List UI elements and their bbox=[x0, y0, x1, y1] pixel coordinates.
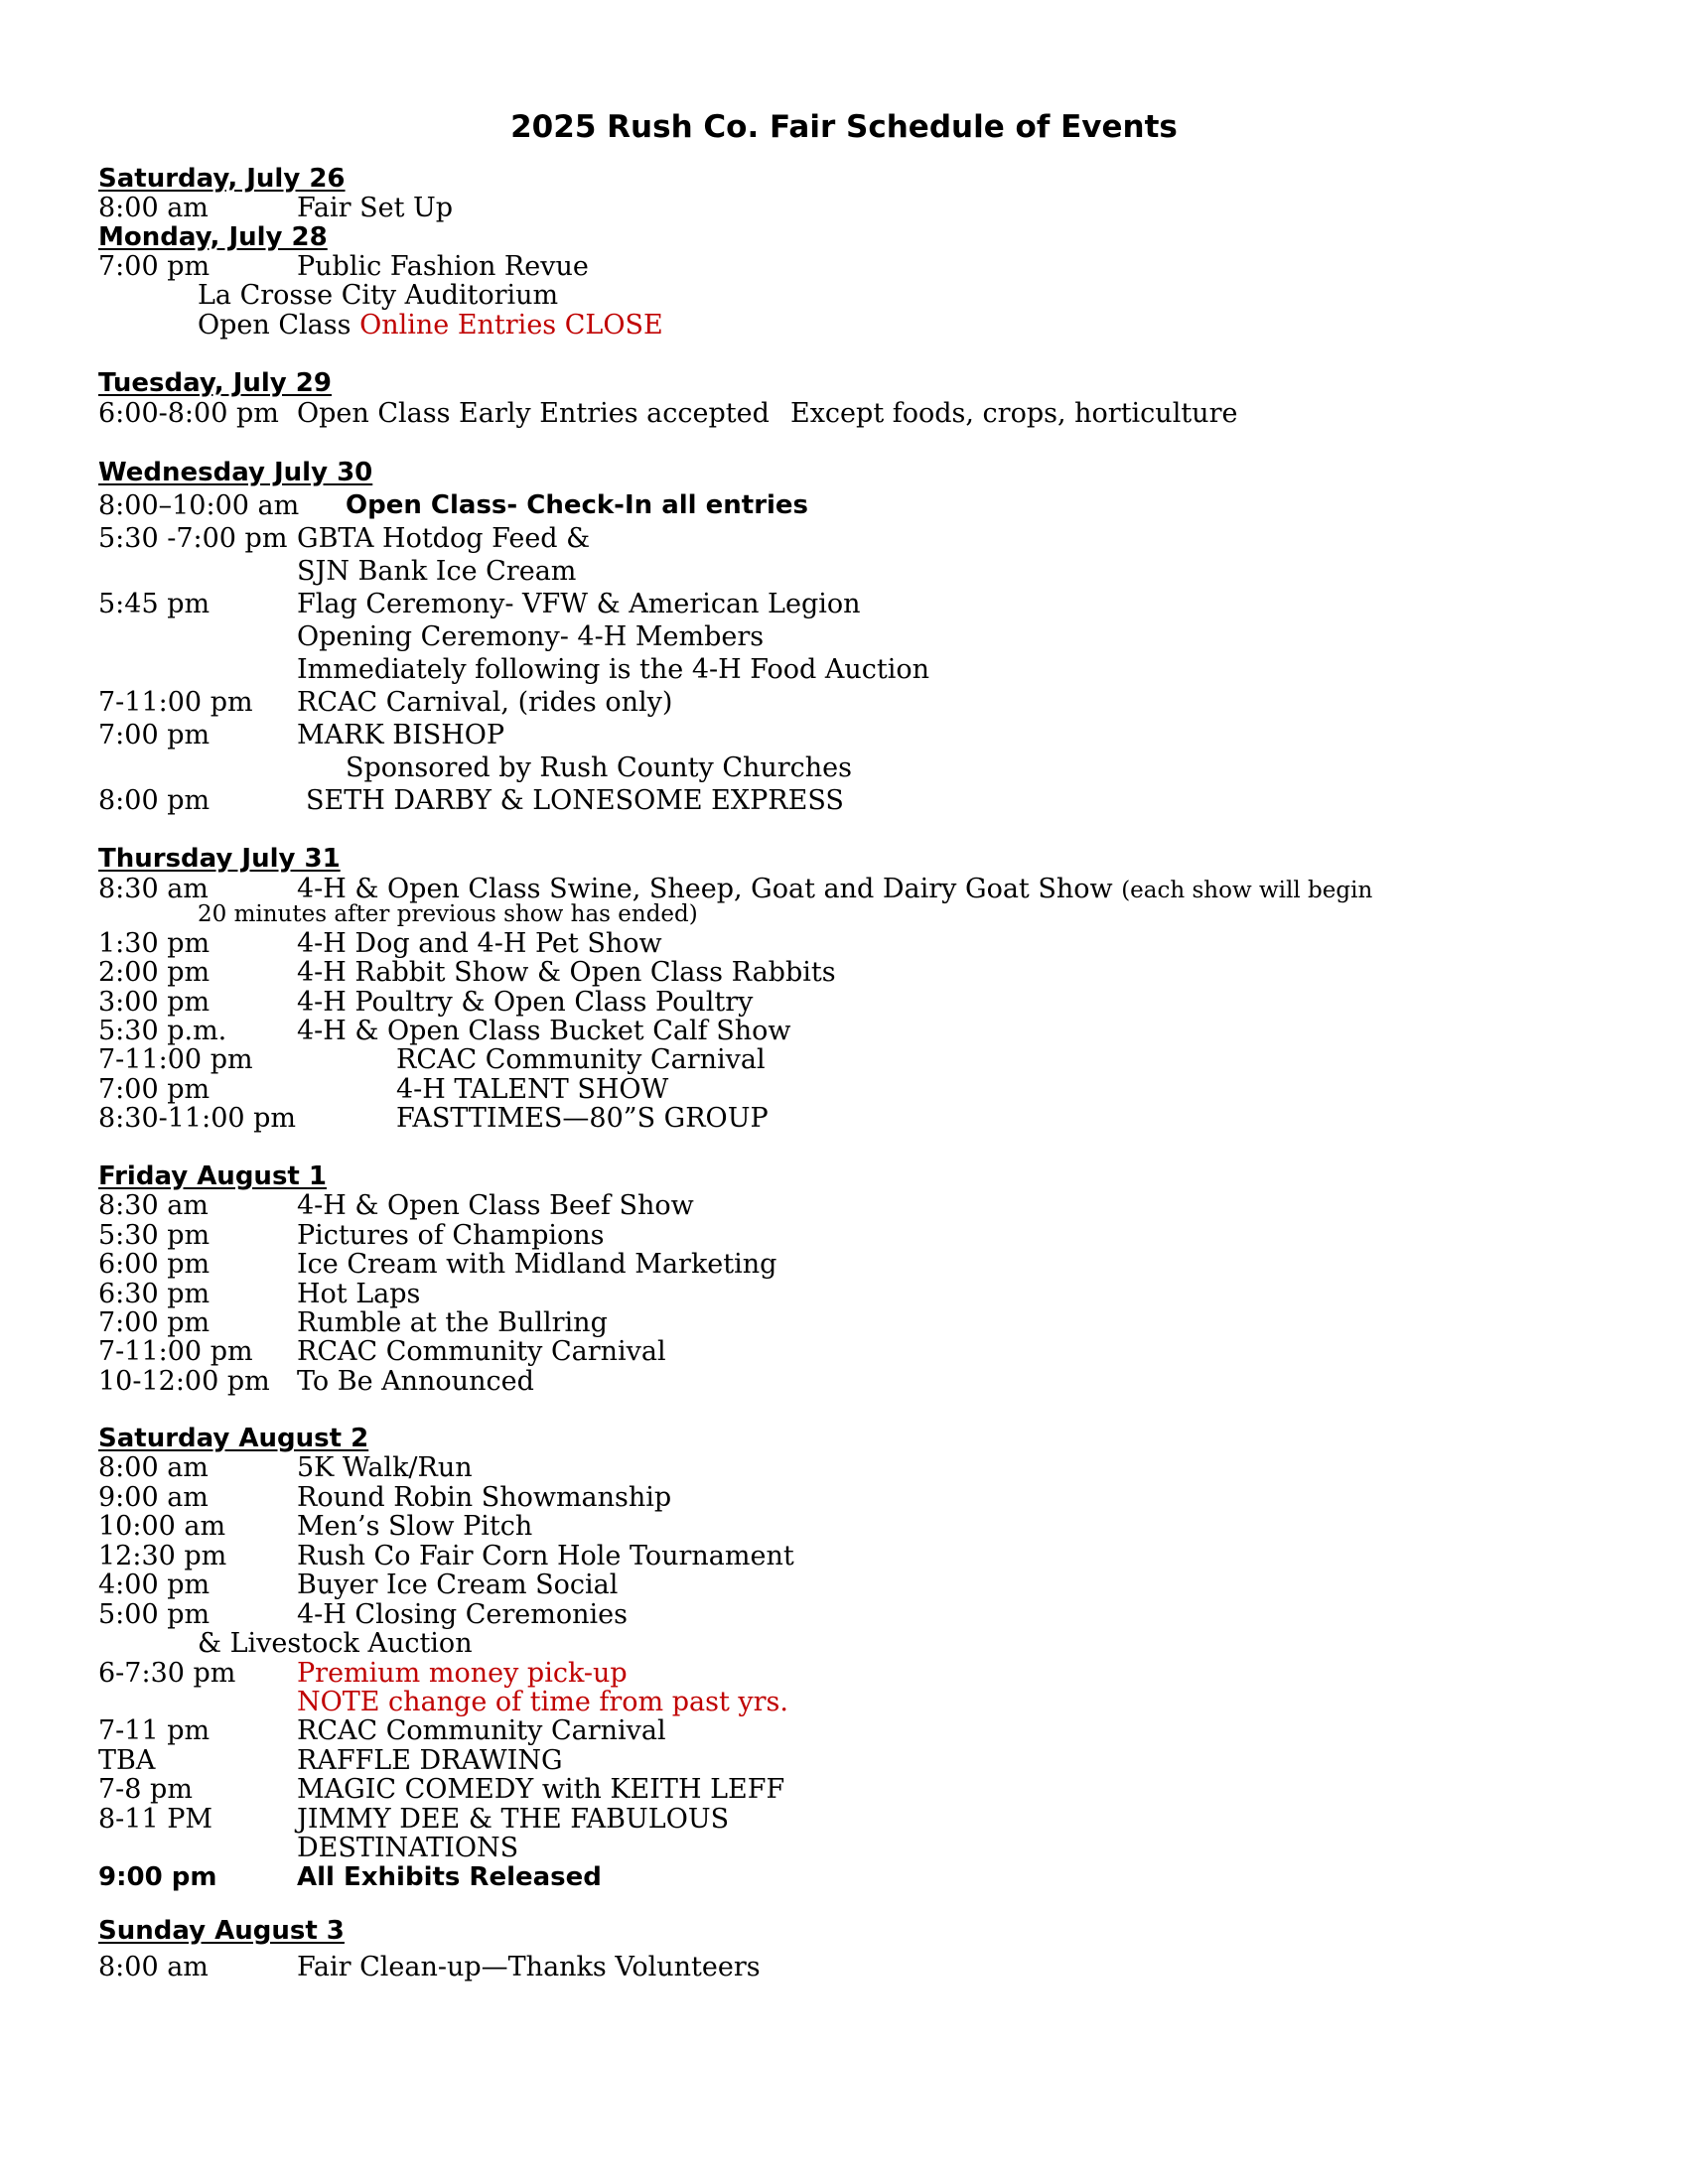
event-time: 7-11:00 pm bbox=[98, 1044, 253, 1075]
event-title bbox=[297, 876, 1372, 902]
day-heading-thursday-july-31: Thursday July 31 bbox=[98, 844, 341, 874]
event-title: SETH DARBY & LONESOME EXPRESS bbox=[306, 785, 844, 816]
event-title: GBTA Hotdog Feed & bbox=[297, 523, 591, 554]
day-heading-wednesday-july-30: Wednesday July 30 bbox=[98, 458, 373, 487]
time-change-note: NOTE change of time from past yrs. bbox=[297, 1687, 788, 1717]
event-title: RCAC Community Carnival bbox=[297, 1336, 666, 1367]
event-time: TBA bbox=[98, 1745, 156, 1776]
event-time: 8:30 am bbox=[98, 874, 209, 904]
event-title: MAGIC COMEDY with KEITH LEFF bbox=[297, 1774, 785, 1805]
event-title: 4-H Rabbit Show & Open Class Rabbits bbox=[297, 957, 836, 988]
event-title: 5K Walk/Run bbox=[297, 1452, 473, 1483]
event-title: Open Class- Check-In all entries bbox=[346, 490, 809, 520]
event-time: 6:00-8:00 pm bbox=[98, 398, 279, 429]
event-title: RCAC Community Carnival bbox=[297, 1715, 666, 1746]
day-heading-saturday-august-2: Saturday August 2 bbox=[98, 1424, 369, 1453]
event-time: 8:00 am bbox=[98, 193, 209, 223]
day-heading-friday-august-1: Friday August 1 bbox=[98, 1161, 327, 1191]
event-time: 8:30 am bbox=[98, 1190, 209, 1221]
event-detail-text: Open Class bbox=[198, 310, 352, 341]
event-time: 7-11 pm bbox=[98, 1715, 211, 1746]
event-time: 12:30 pm bbox=[98, 1541, 227, 1571]
event-note: Except foods, crops, horticulture bbox=[790, 398, 1238, 429]
event-time: 9:00 am bbox=[98, 1482, 209, 1513]
event-title: 4-H Dog and 4-H Pet Show bbox=[297, 928, 662, 959]
event-title: Hot Laps bbox=[297, 1279, 421, 1309]
event-title: Buyer Ice Cream Social bbox=[297, 1570, 619, 1600]
event-detail: 20 minutes after previous show has ended) bbox=[198, 901, 698, 927]
event-detail: Sponsored by Rush County Churches bbox=[346, 752, 853, 783]
event-title: To Be Announced bbox=[297, 1366, 534, 1397]
event-time: 5:30 -7:00 pm bbox=[98, 523, 288, 554]
event-detail bbox=[198, 312, 663, 339]
day-heading-saturday-july-26: Saturday, July 26 bbox=[98, 164, 346, 194]
event-time: 6:00 pm bbox=[98, 1249, 211, 1280]
event-title: MARK BISHOP bbox=[297, 720, 505, 751]
event-time: 8:00 am bbox=[98, 1452, 209, 1483]
event-detail: Immediately following is the 4-H Food Auction bbox=[297, 654, 930, 685]
event-time: 9:00 pm bbox=[98, 1862, 217, 1892]
event-time: 10:00 am bbox=[98, 1511, 226, 1542]
event-title: Men’s Slow Pitch bbox=[297, 1511, 533, 1542]
event-title: Rush Co Fair Corn Hole Tournament bbox=[297, 1541, 794, 1571]
event-time: 5:00 pm bbox=[98, 1599, 211, 1630]
day-heading-sunday-august-3: Sunday August 3 bbox=[98, 1916, 345, 1946]
event-time: 6:30 pm bbox=[98, 1279, 211, 1309]
event-title: RCAC Community Carnival bbox=[396, 1044, 766, 1075]
event-title: 4-H & Open Class Bucket Calf Show bbox=[297, 1016, 791, 1046]
day-heading-tuesday-july-29: Tuesday, July 29 bbox=[98, 368, 332, 398]
event-title: Fair Set Up bbox=[297, 193, 454, 223]
event-time: 5:30 p.m. bbox=[98, 1016, 227, 1046]
event-title: 4-H & Open Class Beef Show bbox=[297, 1190, 694, 1221]
event-time: 7-11:00 pm bbox=[98, 687, 253, 718]
event-time: 1:30 pm bbox=[98, 928, 211, 959]
event-title: Public Fashion Revue bbox=[297, 251, 589, 282]
event-title: 4-H Poultry & Open Class Poultry bbox=[297, 987, 754, 1018]
event-time: 4:00 pm bbox=[98, 1570, 211, 1600]
event-title: Pictures of Champions bbox=[297, 1220, 605, 1251]
online-entries-close-notice: Online Entries CLOSE bbox=[359, 310, 663, 341]
event-time: 7-11:00 pm bbox=[98, 1336, 253, 1367]
event-title: Round Robin Showmanship bbox=[297, 1482, 672, 1513]
event-time: 8-11 PM bbox=[98, 1804, 213, 1835]
event-time: 10-12:00 pm bbox=[98, 1366, 270, 1397]
event-time: 8:30-11:00 pm bbox=[98, 1103, 297, 1134]
event-title: Fair Clean-up—Thanks Volunteers bbox=[297, 1952, 761, 1982]
page-title: 2025 Rush Co. Fair Schedule of Events bbox=[510, 109, 1178, 145]
event-time: 6-7:30 pm bbox=[98, 1658, 236, 1689]
event-note-small: (each show will begin bbox=[1121, 878, 1373, 903]
event-title: Ice Cream with Midland Marketing bbox=[297, 1249, 777, 1280]
event-title: Open Class Early Entries accepted bbox=[297, 398, 770, 429]
event-time: 8:00 pm bbox=[98, 785, 211, 816]
event-detail: & Livestock Auction bbox=[198, 1628, 473, 1659]
event-title: All Exhibits Released bbox=[297, 1862, 602, 1892]
event-title: RAFFLE DRAWING bbox=[297, 1745, 563, 1776]
event-time: 5:30 pm bbox=[98, 1220, 211, 1251]
event-title: FASTTIMES—80”S GROUP bbox=[396, 1103, 769, 1134]
event-time: 5:45 pm bbox=[98, 589, 211, 619]
event-title: JIMMY DEE & THE FABULOUS bbox=[297, 1804, 730, 1835]
event-title-text: 4-H & Open Class Swine, Sheep, Goat and Dairy Goat Show bbox=[297, 874, 1113, 904]
premium-pickup-notice: Premium money pick-up bbox=[297, 1658, 628, 1689]
event-time: 8:00 am bbox=[98, 1952, 209, 1982]
event-time: 2:00 pm bbox=[98, 957, 211, 988]
event-detail: Opening Ceremony- 4-H Members bbox=[297, 621, 765, 652]
event-title: Flag Ceremony- VFW & American Legion bbox=[297, 589, 861, 619]
event-detail: SJN Bank Ice Cream bbox=[297, 556, 577, 587]
event-time: 7-8 pm bbox=[98, 1774, 193, 1805]
event-detail: La Crosse City Auditorium bbox=[198, 280, 559, 311]
event-time: 3:00 pm bbox=[98, 987, 211, 1018]
event-detail: DESTINATIONS bbox=[297, 1833, 519, 1863]
event-title: 4-H Closing Ceremonies bbox=[297, 1599, 628, 1630]
day-heading-monday-july-28: Monday, July 28 bbox=[98, 222, 328, 252]
event-time: 7:00 pm bbox=[98, 1074, 211, 1105]
event-title: 4-H TALENT SHOW bbox=[396, 1074, 669, 1105]
event-title: RCAC Carnival, (rides only) bbox=[297, 687, 673, 718]
event-title: Rumble at the Bullring bbox=[297, 1307, 608, 1338]
event-time: 7:00 pm bbox=[98, 1307, 211, 1338]
event-time: 7:00 pm bbox=[98, 720, 211, 751]
event-time: 7:00 pm bbox=[98, 251, 211, 282]
event-time: 8:00–10:00 am bbox=[98, 490, 300, 521]
